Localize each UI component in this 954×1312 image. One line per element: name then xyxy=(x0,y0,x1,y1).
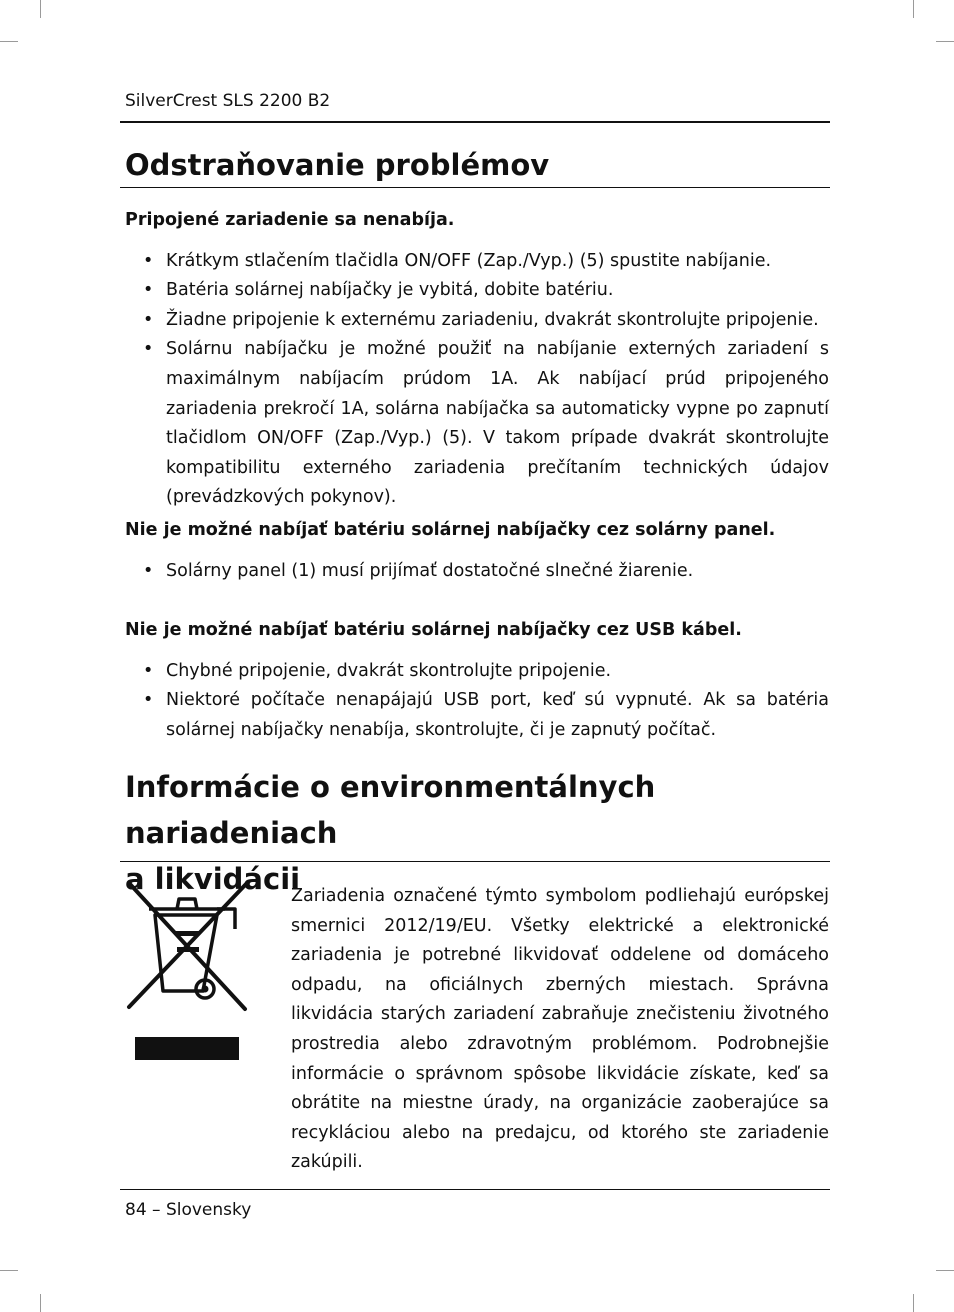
crop-mark xyxy=(936,1270,954,1271)
crop-mark xyxy=(0,1270,18,1271)
problem-heading: Nie je možné nabíjať batériu solárnej nabíjačky cez USB kábel. xyxy=(125,620,742,640)
list-item: • Krátkym stlačením tlačidla ON/OFF (Zap./Vyp.) (5) spustite nabíjanie. xyxy=(125,247,829,277)
list-item: • Batéria solárnej nabíjačky je vybitá, dobite batériu. xyxy=(125,276,829,306)
problem-heading: Nie je možné nabíjať batériu solárnej nabíjačky cez solárny panel. xyxy=(125,520,776,540)
header-rule xyxy=(120,121,830,123)
disposal-info-text: Zariadenia označené týmto symbolom podliehajú európskej smernici 2012/19/EU. Všetky elektrické a elektronické zariadenia je potrebné likvidovať oddelene od domáceho odpadu, na oficiálnych zberných miestach. Správna likvidácia starých zariadení zabraňuje znečisteniu životného prostredia alebo zdravotným problémom. Podrobnejšie informácie o správnom spôsobe likvidácie získate, keď sa obrátite na miestne úrady, na organizácie zaoberajúce sa recykláciou alebo na predajcu, od ktorého ste zariadenie zakúpili. xyxy=(291,886,829,1173)
crop-mark xyxy=(40,0,41,18)
section-rule xyxy=(120,861,830,862)
running-header: SilverCrest SLS 2200 B2 xyxy=(125,91,331,111)
list-item: • Niektoré počítače nenapájajú USB port, keď sú vypnuté. Ak sa batéria solárnej nabíjačky nenabíja, skontrolujte, či je zapnutý počítač. xyxy=(125,686,829,745)
list-item: • Žiadne pripojenie k externému zariadeniu, dvakrát skontrolujte pripojenie. xyxy=(125,306,829,336)
list-item: • Solárny panel (1) musí prijímať dostatočné slnečné žiarenie. xyxy=(125,557,829,587)
crop-mark xyxy=(0,41,18,42)
crop-mark xyxy=(913,0,914,18)
list-item: • Solárnu nabíjačku je možné použiť na nabíjanie externých zariadení s maximálnym nabíjacím prúdom 1A. Ak nabíjací prúd pripojeného zariadenia prekročí 1A, solárna nabíjačka sa automaticky vypne po zapnutí tlačidlom ON/OFF (Zap./Vyp.) (5). V takom prípade dvakrát skontrolujte kompatibilitu externého zariadenia prečítaním technických údajov (prevádzkových pokynov). xyxy=(125,335,829,513)
list-item: • Chybné pripojenie, dvakrát skontrolujte pripojenie. xyxy=(125,657,829,687)
crop-mark xyxy=(40,1294,41,1312)
section-title-line: Informácie o environmentálnych nariadeniach xyxy=(125,770,656,850)
problem-block xyxy=(125,206,829,513)
crossed-out-wheelie-bin-icon xyxy=(125,879,251,1064)
problem-block xyxy=(125,514,829,587)
section-title-line: a likvidácii xyxy=(125,862,301,896)
footer-rule xyxy=(120,1189,830,1190)
problem-block xyxy=(125,616,829,745)
crop-mark xyxy=(913,1294,914,1312)
problem-heading: Pripojené zariadenie sa nenabíja. xyxy=(125,210,455,230)
problem-solutions-list xyxy=(125,247,829,513)
page-number-footer: 84 – Slovensky xyxy=(125,1200,252,1220)
problem-solutions-list xyxy=(125,657,829,746)
problem-solutions-list xyxy=(125,557,829,587)
crop-mark xyxy=(936,41,954,42)
section-title-troubleshooting: Odstraňovanie problémov xyxy=(125,148,550,182)
section-rule xyxy=(120,187,830,188)
